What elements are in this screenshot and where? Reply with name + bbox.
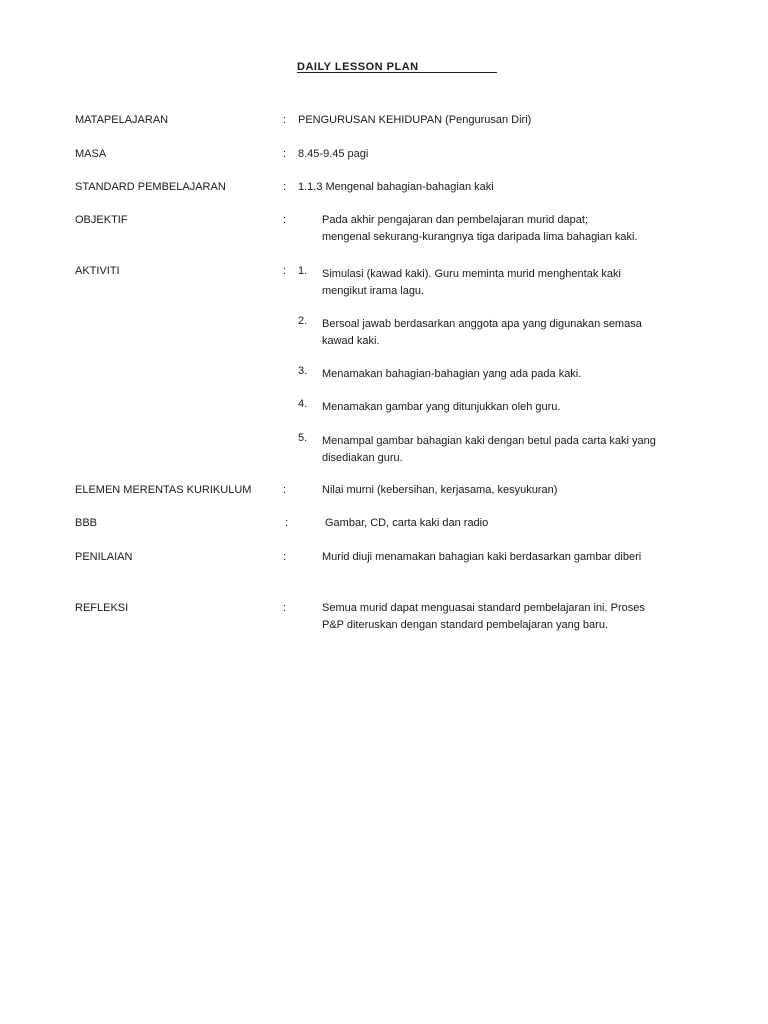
- aktiviti-number-3: 3.: [298, 365, 308, 377]
- objektif-line-2: mengenal sekurang-kurangnya tiga daripada lima bahagian kaki.: [322, 231, 638, 243]
- document-title-clipped: [297, 56, 497, 70]
- aktiviti-number-4: 4.: [298, 398, 308, 410]
- label-elemen: ELEMEN MERENTAS KURIKULUM: [75, 484, 252, 496]
- value-elemen: Nilai murni (kebersihan, kerjasama, kesyukuran): [322, 484, 558, 496]
- aktiviti-item-3-line-1: Menamakan bahagian-bahagian yang ada pada kaki.: [322, 368, 582, 380]
- colon-elemen: :: [283, 484, 287, 496]
- value-standard: 1.1.3 Mengenal bahagian-bahagian kaki: [298, 181, 494, 193]
- label-penilaian: PENILAIAN: [75, 551, 133, 563]
- aktiviti-item-1: [322, 266, 621, 300]
- aktiviti-number-1: 1.: [298, 265, 308, 277]
- aktiviti-item-2-line-1: Bersoal jawab berdasarkan anggota apa yang digunakan semasa: [322, 318, 642, 330]
- label-standard: STANDARD PEMBELAJARAN: [75, 181, 226, 193]
- colon-aktiviti: :: [283, 265, 287, 277]
- colon-objektif: :: [283, 214, 287, 226]
- aktiviti-item-4: [322, 399, 560, 416]
- refleksi-line-2: P&P diteruskan dengan standard pembelajaran yang baru.: [322, 619, 608, 631]
- label-matapelajaran: MATAPELAJARAN: [75, 114, 169, 126]
- document-title: DAILY LESSON PLAN: [297, 61, 419, 70]
- aktiviti-item-1-line-1: Simulasi (kawad kaki). Guru meminta murid menghentak kaki: [322, 268, 621, 280]
- colon-bbb: :: [285, 517, 289, 529]
- colon-refleksi: :: [283, 602, 287, 614]
- label-objektif: OBJEKTIF: [75, 214, 128, 226]
- value-matapelajaran: PENGURUSAN KEHIDUPAN (Pengurusan Diri): [298, 114, 532, 126]
- aktiviti-item-5-line-2: disediakan guru.: [322, 452, 403, 464]
- colon-standard: :: [283, 181, 287, 193]
- aktiviti-number-5: 5.: [298, 432, 308, 444]
- aktiviti-item-3: [322, 366, 581, 383]
- refleksi-line-1: Semua murid dapat menguasai standard pembelajaran ini. Proses: [322, 602, 645, 614]
- value-penilaian: Murid diuji menamakan bahagian kaki berdasarkan gambar diberi: [322, 551, 642, 563]
- aktiviti-item-5-line-1: Menampal gambar bahagian kaki dengan betul pada carta kaki yang: [322, 435, 656, 447]
- title-underline: [297, 72, 497, 73]
- aktiviti-item-1-line-2: mengikut irama lagu.: [322, 285, 425, 297]
- aktiviti-number-2: 2.: [298, 315, 308, 327]
- aktiviti-item-2-line-2: kawad kaki.: [322, 335, 380, 347]
- label-aktiviti: AKTIVITI: [75, 265, 120, 277]
- aktiviti-item-4-line-1: Menamakan gambar yang ditunjukkan oleh guru.: [322, 401, 561, 413]
- value-bbb: Gambar, CD, carta kaki dan radio: [325, 517, 489, 529]
- objektif-line-1: Pada akhir pengajaran dan pembelajaran murid dapat;: [322, 214, 589, 226]
- colon-matapelajaran: :: [283, 114, 287, 126]
- colon-masa: :: [283, 148, 287, 160]
- label-masa: MASA: [75, 148, 107, 160]
- label-refleksi: REFLEKSI: [75, 602, 129, 614]
- label-bbb: BBB: [75, 517, 98, 529]
- value-objektif: [322, 212, 638, 246]
- aktiviti-item-2: [322, 316, 642, 350]
- aktiviti-item-5: [322, 433, 656, 467]
- value-refleksi: [322, 600, 645, 634]
- colon-penilaian: :: [283, 551, 287, 563]
- value-masa: 8.45-9.45 pagi: [298, 148, 369, 160]
